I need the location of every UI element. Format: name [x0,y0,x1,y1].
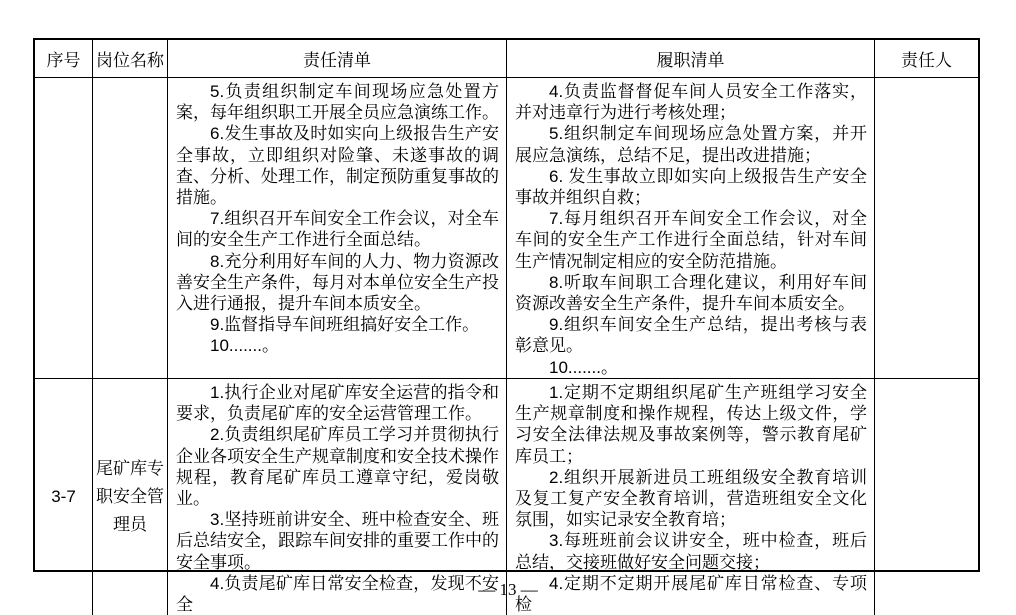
row1-serial-cell [35,78,93,379]
performance-paragraph: 3.每班班前会议讲安全，班中检查，班后总结，交接班做好安全问题交接； [515,531,867,572]
row1-position-cell [93,78,168,379]
duty-paragraph: 3.坚持班前讲安全、班中检查安全、班后总结安全，跟踪车间安排的重要工作中的安全事项。 [176,510,499,572]
header-label-responsible: 责任人 [901,51,952,70]
row1-duty-list-cell [168,78,507,379]
duty-paragraph: 4.负责尾矿库日常安全检查，发现不安全 [176,573,499,615]
duty-paragraph: 6.发生事故及时如实向上级报告生产安全事故，立即组织对险肇、未遂事故的调查、分析、处理工作，制定预防重复事故的措施。 [176,124,499,208]
header-cell-serial [35,40,93,78]
duty-paragraph: 7.组织召开车间安全工作会议，对全车间的安全生产工作进行全面总结。 [176,209,499,250]
performance-paragraph: 8.听取车间职工合理化建议，利用好车间资源改善安全生产条件，提升车间本质安全。 [515,272,867,314]
header-cell-position [93,40,168,78]
duty-paragraph: 10.......。 [210,336,279,356]
performance-paragraph: 1.定期不定期组织尾矿生产班组学习安全生产规章制度和操作规程，传达上级文件，学习安全法律法规及事故案例等，警示教育尾矿库员工； [515,383,867,466]
page-number: — 13 — [478,580,538,599]
header-label-position: 岗位名称 [96,51,164,70]
row2-position-value: 尾矿库专职安全管理员 [96,459,164,535]
duty-paragraph: 5.负责组织制定车间现场应急处置方案，每年组织职工开展全员应急演练工作。 [176,82,499,123]
performance-paragraph: 2.组织开展新进员工班组级安全教育培训及复工复产安全教育培训，营造班组安全文化氛围，如实记录安全教育培； [515,467,867,530]
performance-paragraph: 7.每月组织召开车间安全工作会议，对全车间的安全生产工作进行全面总结，针对车间生产情况制定相应的安全防范措施。 [515,209,867,271]
header-label-performance-list: 履职清单 [656,51,725,70]
header-label-duty-list: 责任清单 [303,51,371,70]
header-cell-responsible [875,40,978,78]
row2-serial-value: 3-7 [51,487,76,507]
duty-paragraph: 9.监督指导车间班组搞好安全工作。 [210,315,480,335]
duty-paragraph: 2.负责组织尾矿库员工学习并贯彻执行企业各项安全生产规章制度和安全技术操作规程，教育尾矿库员工遵章守纪，爱岗敬业。 [176,425,499,509]
row1-responsible-cell [875,78,978,379]
header-cell-performance-list [507,40,875,78]
performance-paragraph: 9.组织车间安全生产总结，提出考核与表彰意见。 [515,315,867,356]
duty-paragraph: 1.执行企业对尾矿库安全运营的指令和要求，负责尾矿库的安全运营管理工作。 [176,383,499,424]
header-label-serial: 序号 [46,51,81,70]
performance-paragraph: 6. 发生事故立即如实向上级报告生产安全事故并组织自救； [515,166,867,208]
performance-paragraph: 4.定期不定期开展尾矿库日常检查、专项检 [515,573,867,615]
performance-paragraph: 4.负责监督督促车间人员安全工作落实，并对违章行为进行考核处理； [515,82,867,123]
duty-paragraph: 8.充分利用好车间的人力、物力资源改善安全生产条件，每月对本单位安全生产投入进行通报，提升车间本质安全。 [176,251,499,314]
performance-paragraph: 10.......。 [549,357,618,377]
header-cell-duty-list [168,40,507,78]
performance-paragraph: 5.组织制定车间现场应急处置方案，并开展应急演练，总结不足，提出改进措施； [515,124,867,165]
row1-performance-list-cell [507,78,875,379]
